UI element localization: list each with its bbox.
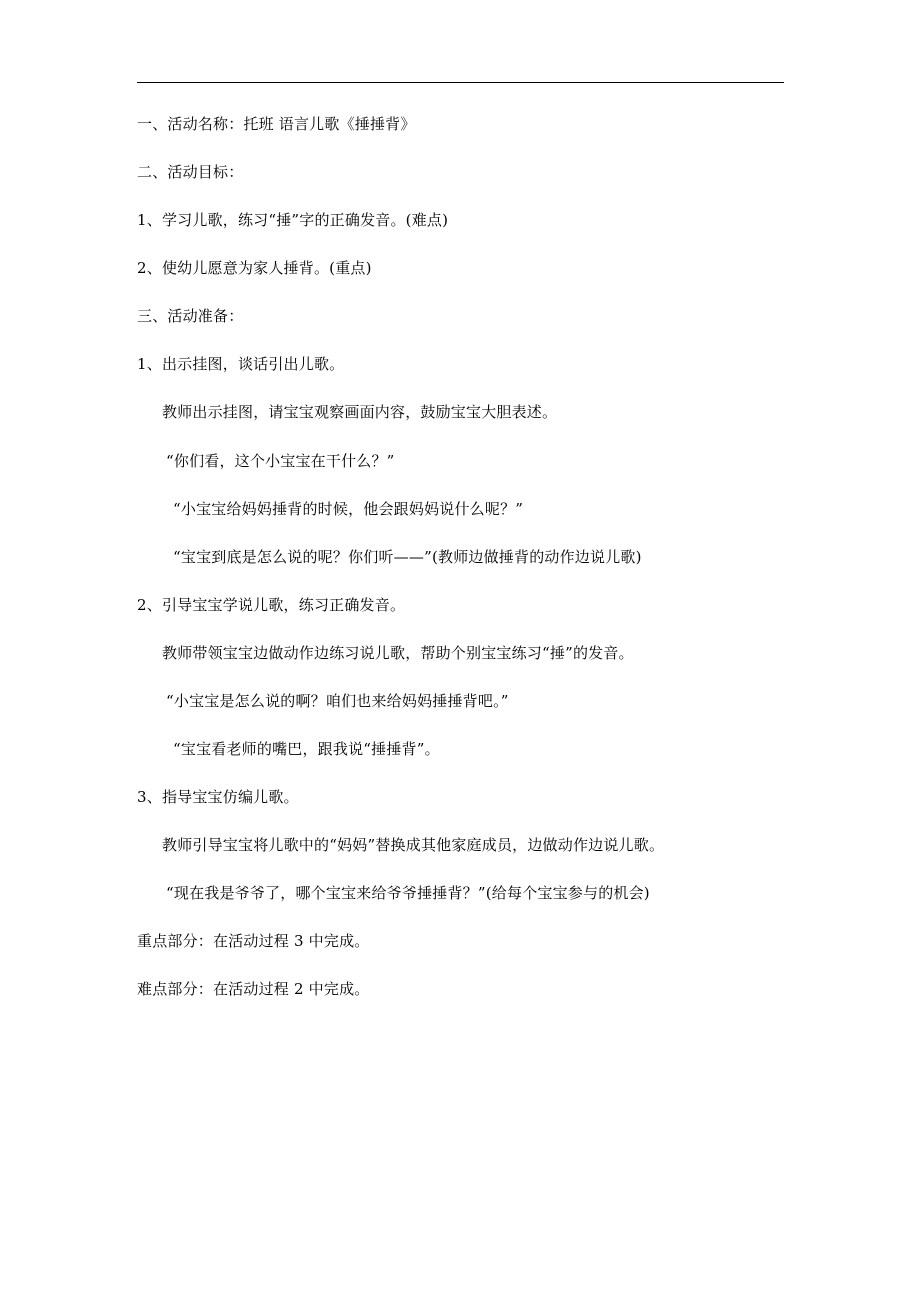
step-1-title: 1、出示挂图，谈话引出儿歌。 (137, 355, 345, 373)
step-2-quote-1: “小宝宝是怎么说的啊？咱们也来给妈妈捶捶背吧。” (166, 692, 509, 710)
key-point-note: 重点部分：在活动过程 3 中完成。 (137, 932, 370, 950)
step-2-description: 教师带领宝宝边做动作边练习说儿歌，帮助个别宝宝练习“捶”的发音。 (162, 644, 634, 662)
step-3-quote-1: “现在我是爷爷了，哪个宝宝来给爷爷捶捶背？”(给每个宝宝参与的机会) (166, 884, 650, 902)
step-2-title: 2、引导宝宝学说儿歌，练习正确发音。 (137, 596, 406, 614)
goal-1: 1、学习儿歌，练习“捶”字的正确发音。(难点) (137, 211, 449, 229)
difficult-point-note: 难点部分：在活动过程 2 中完成。 (137, 980, 370, 998)
activity-name: 一、活动名称：托班 语言儿歌《捶捶背》 (137, 115, 416, 133)
step-1-quote-3: “宝宝到底是怎么说的呢？你们听——”(教师边做捶背的动作边说儿歌) (173, 548, 642, 566)
step-1-description: 教师出示挂图，请宝宝观察画面内容，鼓励宝宝大胆表述。 (162, 403, 558, 421)
step-1-quote-1: “你们看，这个小宝宝在干什么？” (166, 452, 395, 470)
step-3-description: 教师引导宝宝将儿歌中的“妈妈”替换成其他家庭成员，边做动作边说儿歌。 (162, 836, 665, 854)
step-3-title: 3、指导宝宝仿编儿歌。 (137, 788, 299, 806)
step-2-quote-2: “宝宝看老师的嘴巴，跟我说“捶捶背”。 (173, 740, 440, 758)
preparation-heading: 三、活动准备： (137, 307, 244, 325)
goals-heading: 二、活动目标： (137, 163, 244, 181)
header-rule (137, 82, 784, 83)
goal-2: 2、使幼儿愿意为家人捶背。(重点) (137, 259, 372, 277)
step-1-quote-2: “小宝宝给妈妈捶背的时候，他会跟妈妈说什么呢？” (173, 500, 524, 518)
